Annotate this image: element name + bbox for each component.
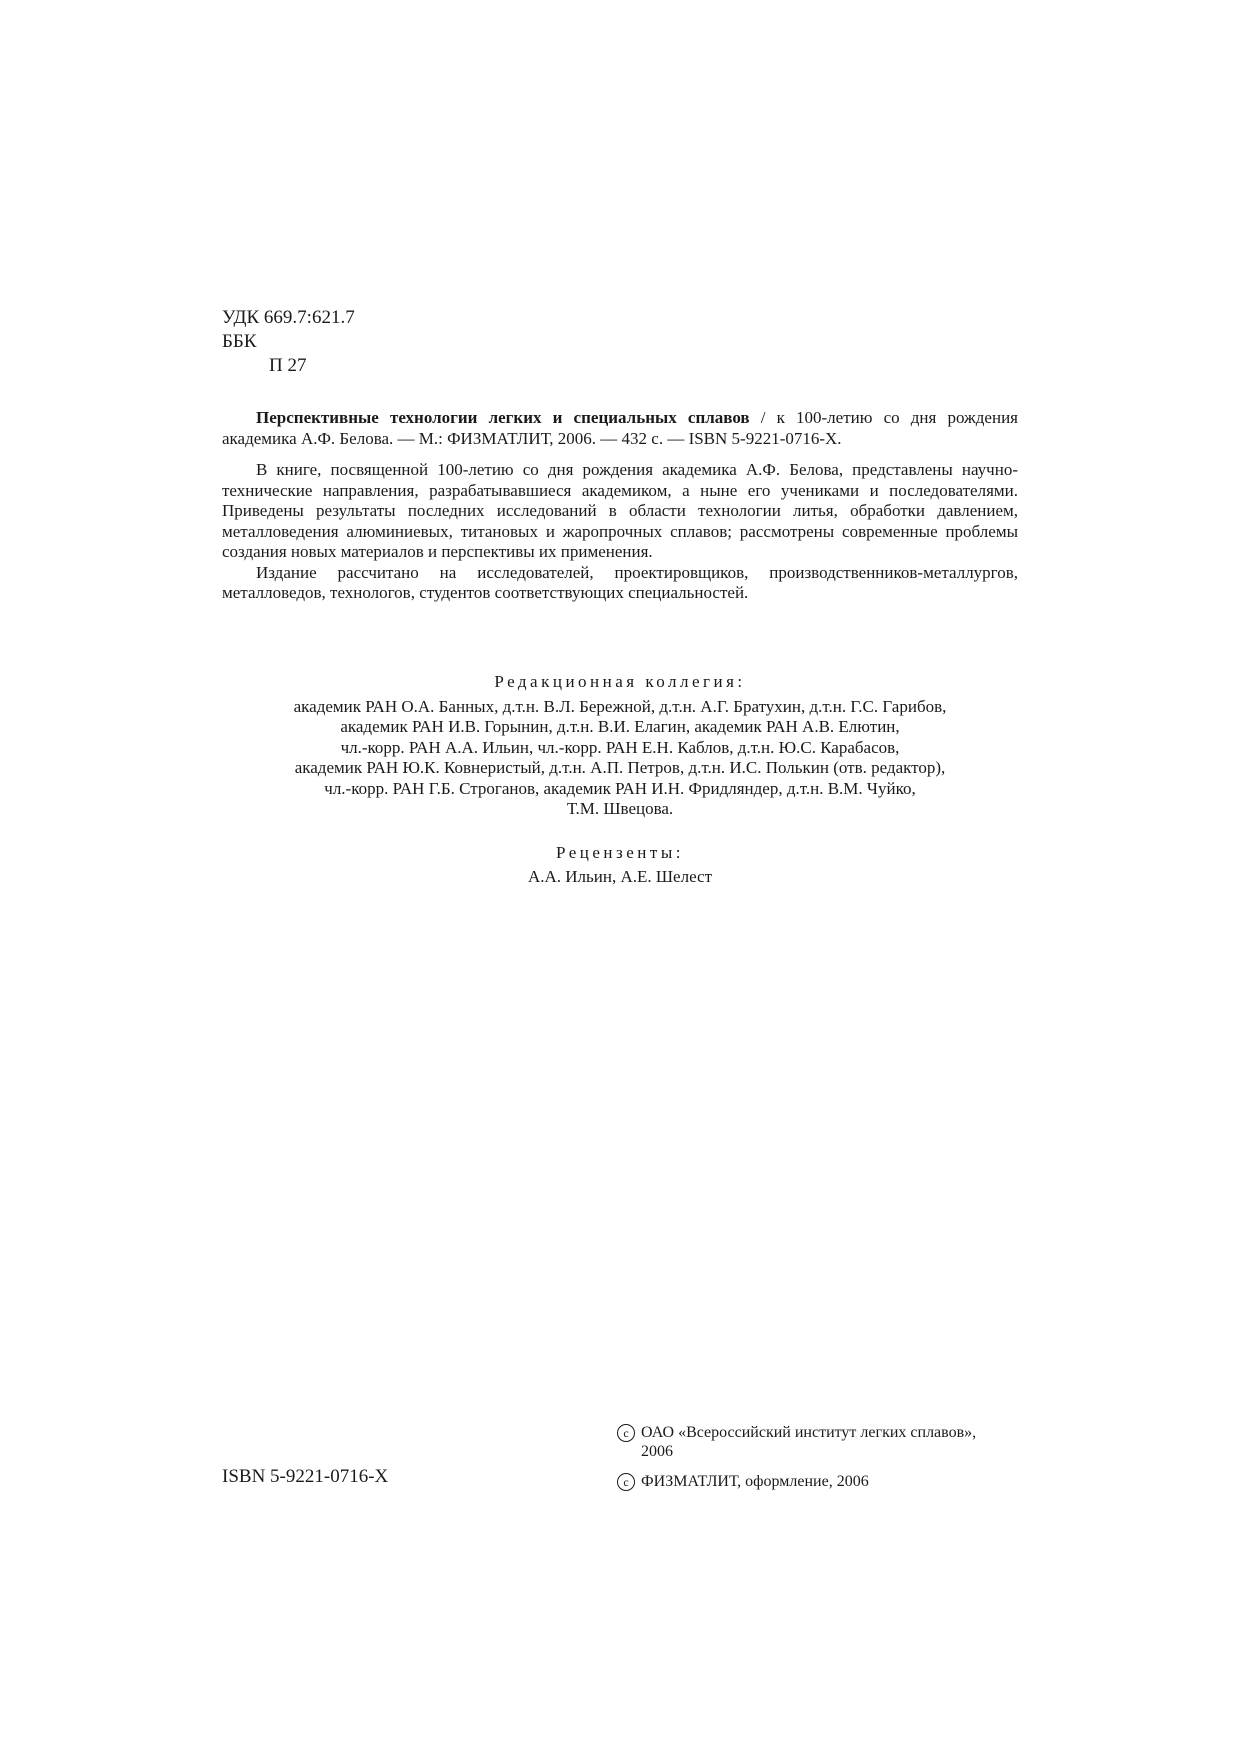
reviewers-heading: Рецензенты: [556, 842, 684, 862]
udk-code: УДК 669.7:621.7 [222, 307, 355, 328]
copyright-holder-text [641, 1423, 976, 1461]
book-title: Перспективные технологии легких и специальных сплавов [256, 408, 750, 427]
copyright-row [617, 1472, 976, 1491]
board-line: академик РАН Ю.К. Ковнеристый, д.т.н. А.П. Петров, д.т.н. И.С. Полькин (отв. редактор), [294, 758, 946, 777]
copyright-publisher: ФИЗМАТЛИТ, оформление, 2006 [641, 1473, 869, 1490]
isbn-number: ISBN 5-9221-0716-X [222, 1466, 389, 1487]
abstract-paragraph-1: В книге, посвященной 100-летию со дня рождения академика А.Ф. Белова, представлены научно-технические направления, разрабатывавшиеся академиком, а ныне его учениками и последователями. Приведены результаты последних исследований в области технологии литья, обработки давлением, металловедения алюминиевых, титановых и жаропрочных сплавов; рассмотрены современные проблемы создания новых материалов и перспективы их применения. [222, 460, 1018, 561]
classification-block [222, 306, 355, 378]
bibliographic-record [222, 408, 1018, 449]
board-line: чл.-корр. РАН А.А. Ильин, чл.-корр. РАН Е.Н. Каблов, д.т.н. Ю.С. Карабасов, [340, 737, 900, 757]
editorial-board-heading: Редакционная коллегия: [494, 672, 746, 691]
bibliographic-description [222, 408, 1018, 604]
editorial-board [222, 672, 1018, 888]
reviewers-names: А.А. Ильин, А.Е. Шелест [527, 867, 713, 886]
bbk-code: ББК [222, 331, 257, 352]
copyright-icon: c [617, 1473, 635, 1491]
board-line: академик РАН И.В. Горынин, д.т.н. В.И. Елагин, академик РАН А.В. Елютин, [340, 717, 900, 736]
author-mark: П 27 [269, 355, 307, 376]
board-line: академик РАН О.А. Банных, д.т.н. В.Л. Бережной, д.т.н. А.Г. Братухин, д.т.н. Г.С. Гарибов, [293, 696, 947, 716]
editorial-board-members [222, 697, 1018, 820]
abstract-paragraph-2: Издание рассчитано на исследователей, проектировщиков, производственников-металлургов, металловедов, технологов, студентов соответствующих специальностей. [222, 562, 1018, 602]
copyright-year: 2006 [641, 1443, 673, 1460]
copyright-icon: c [617, 1424, 635, 1442]
copyright-holder: ОАО «Всероссийский институт легких сплавов», [641, 1424, 977, 1441]
copyright-block [617, 1423, 976, 1491]
board-line: чл.-корр. РАН Г.Б. Строганов, академик РАН И.Н. Фридляндер, д.т.н. В.М. Чуйко, [324, 778, 916, 798]
copyright-row [617, 1423, 976, 1461]
board-line: Т.М. Швецова. [566, 799, 674, 818]
imprint-line: / к 100-летию со дня рождения академика А.Ф. Белова. — М.: ФИЗМАТЛИТ, 2006. — 432 с. — ISBN 5-9221-0716-X. [222, 408, 1018, 448]
reviewers-block [222, 843, 1018, 888]
